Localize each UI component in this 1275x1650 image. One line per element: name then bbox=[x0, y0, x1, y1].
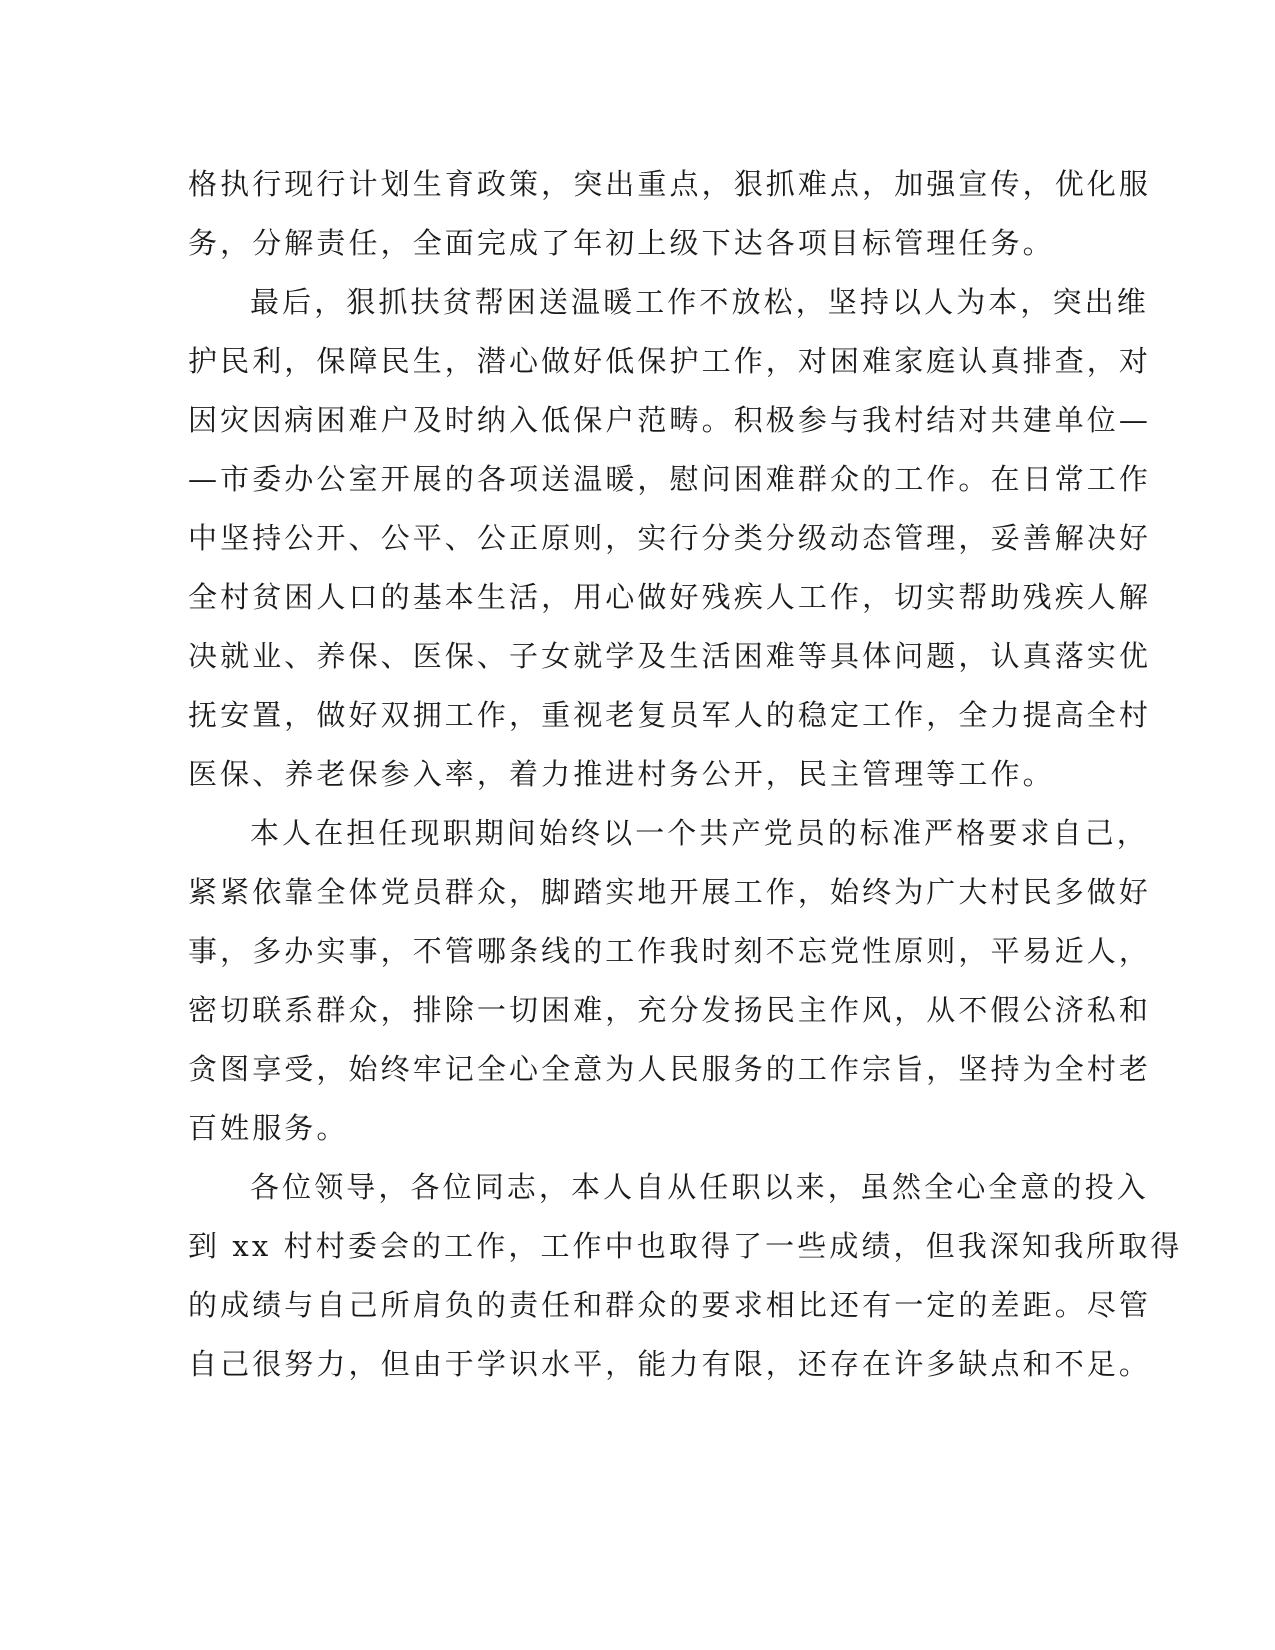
text-line: 中坚持公开、公平、公正原则，实行分类分级动态管理，妥善解决好 bbox=[188, 521, 1152, 555]
text-line: 本人在担任现职期间始终以一个共产党员的标准严格要求自己， bbox=[250, 816, 1149, 850]
text-line: 自己很努力，但由于学识水平，能力有限，还存在许多缺点和不足。 bbox=[188, 1347, 1152, 1381]
paragraph-family-planning bbox=[188, 155, 1152, 273]
text-line: —市委办公室开展的各项送温暖，慰问困难群众的工作。在日常工作 bbox=[188, 462, 1152, 496]
text-line: 护民利，保障民生，潜心做好低保护工作，对困难家庭认真排查，对 bbox=[188, 344, 1152, 378]
text-line: 紧紧依靠全体党员群众，脚踏实地开展工作，始终为广大村民多做好 bbox=[188, 875, 1152, 909]
text-line: 贪图享受，始终牢记全心全意为人民服务的工作宗旨，坚持为全村老 bbox=[188, 1052, 1152, 1086]
document-body bbox=[188, 155, 1183, 1394]
text-line: 百姓服务。 bbox=[188, 1111, 349, 1145]
paragraph-closing-remarks bbox=[188, 1158, 1183, 1394]
text-line: 决就业、养保、医保、子女就学及生活困难等具体问题，认真落实优 bbox=[188, 639, 1152, 673]
paragraph-poverty-relief bbox=[188, 273, 1152, 804]
text-line: 的成绩与自己所肩负的责任和群众的要求相比还有一定的差距。尽管 bbox=[188, 1288, 1152, 1322]
paragraph-self-discipline bbox=[188, 804, 1152, 1158]
text-line: 全村贫困人口的基本生活，用心做好残疾人工作，切实帮助残疾人解 bbox=[188, 580, 1152, 614]
text-line: 密切联系群众，排除一切困难，充分发扬民主作风，从不假公济私和 bbox=[188, 993, 1152, 1027]
text-line: 到 xx 村村委会的工作，工作中也取得了一些成绩，但我深知我所取得 bbox=[188, 1229, 1183, 1263]
text-line: 因灾因病困难户及时纳入低保户范畴。积极参与我村结对共建单位— bbox=[188, 403, 1152, 437]
text-line: 抚安置，做好双拥工作，重视老复员军人的稳定工作，全力提高全村 bbox=[188, 698, 1152, 732]
text-line: 最后，狠抓扶贫帮困送温暖工作不放松，坚持以人为本，突出维 bbox=[250, 285, 1149, 319]
text-line: 事，多办实事，不管哪条线的工作我时刻不忘党性原则，平易近人， bbox=[188, 934, 1152, 968]
text-line: 格执行现行计划生育政策，突出重点，狠抓难点，加强宣传，优化服 bbox=[188, 167, 1152, 201]
text-line: 各位领导，各位同志，本人自从任职以来，虽然全心全意的投入 bbox=[250, 1170, 1149, 1204]
text-line: 医保、养老保参入率，着力推进村务公开，民主管理等工作。 bbox=[188, 757, 1055, 791]
text-line: 务，分解责任，全面完成了年初上级下达各项目标管理任务。 bbox=[188, 226, 1055, 260]
